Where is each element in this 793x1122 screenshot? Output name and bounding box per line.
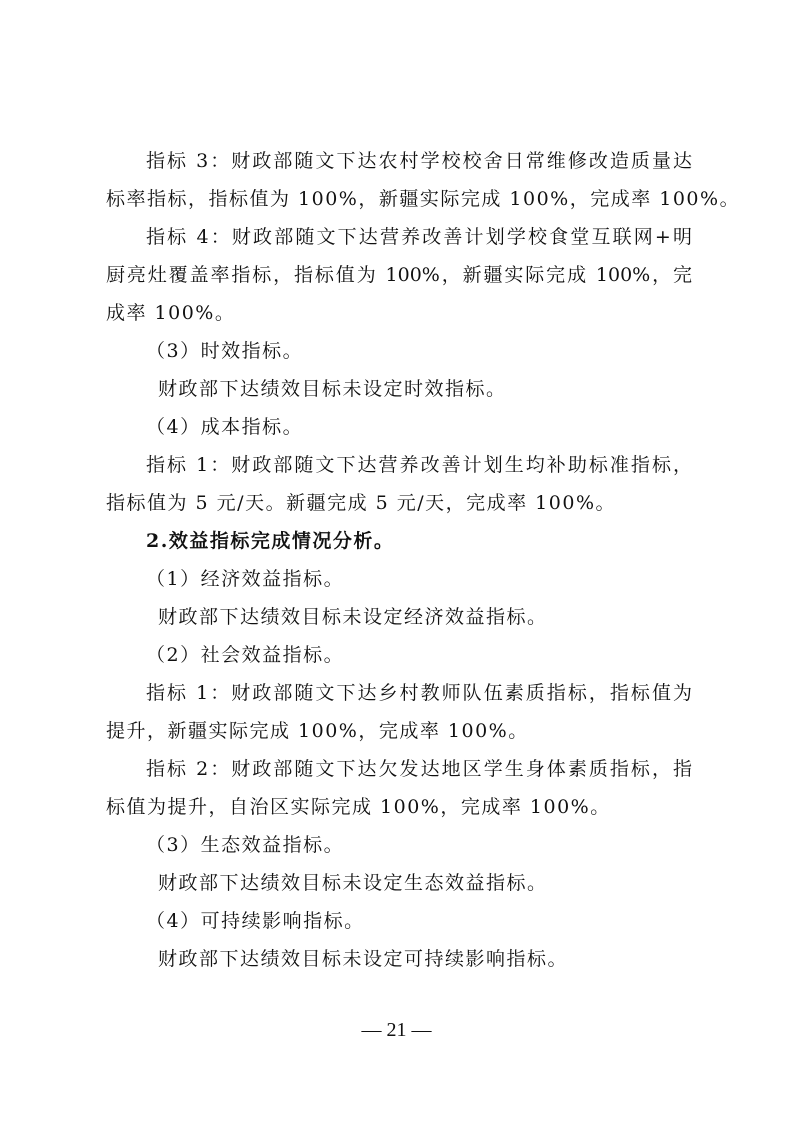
paragraph-line: 财政部下达绩效目标未设定可持续影响指标。 bbox=[158, 948, 569, 970]
paragraph-line: 提升，新疆实际完成 100%，完成率 100%。 bbox=[106, 720, 529, 742]
paragraph-line: 指标 2：财政部随文下达欠发达地区学生身体素质指标，指 bbox=[146, 758, 692, 780]
paragraph-line: 指标值为 5 元/天。新疆完成 5 元/天，完成率 100%。 bbox=[106, 492, 616, 514]
section-heading: （4）成本指标。 bbox=[146, 416, 304, 438]
paragraph-line: 指标 1：财政部随文下达营养改善计划生均补助标准指标， bbox=[146, 454, 692, 476]
section-heading: （4）可持续影响指标。 bbox=[146, 910, 365, 932]
section-heading: （1）经济效益指标。 bbox=[146, 568, 345, 590]
section-heading: （3）生态效益指标。 bbox=[146, 834, 345, 856]
paragraph-line: 成率 100%。 bbox=[106, 302, 236, 324]
paragraph-line: 财政部下达绩效目标未设定经济效益指标。 bbox=[158, 606, 548, 628]
paragraph-line: 财政部下达绩效目标未设定时效指标。 bbox=[158, 378, 507, 400]
section-title: 2.效益指标完成情况分析。 bbox=[146, 530, 395, 552]
paragraph-line: 标率指标，指标值为 100%，新疆实际完成 100%，完成率 100%。 bbox=[106, 188, 741, 210]
paragraph-line: 厨亮灶覆盖率指标，指标值为 100%，新疆实际完成 100%，完 bbox=[106, 264, 692, 286]
paragraph-line: 标值为提升，自治区实际完成 100%，完成率 100%。 bbox=[106, 796, 611, 818]
section-heading: （2）社会效益指标。 bbox=[146, 644, 345, 666]
paragraph-line: 指标 3：财政部随文下达农村学校校舍日常维修改造质量达 bbox=[146, 150, 692, 172]
page-number: — 21 — bbox=[361, 1019, 432, 1041]
paragraph-line: 财政部下达绩效目标未设定生态效益指标。 bbox=[158, 872, 548, 894]
paragraph-line: 指标 1：财政部随文下达乡村教师队伍素质指标，指标值为 bbox=[146, 682, 692, 704]
section-heading: （3）时效指标。 bbox=[146, 340, 304, 362]
paragraph-line: 指标 4：财政部随文下达营养改善计划学校食堂互联网+明 bbox=[146, 226, 692, 248]
